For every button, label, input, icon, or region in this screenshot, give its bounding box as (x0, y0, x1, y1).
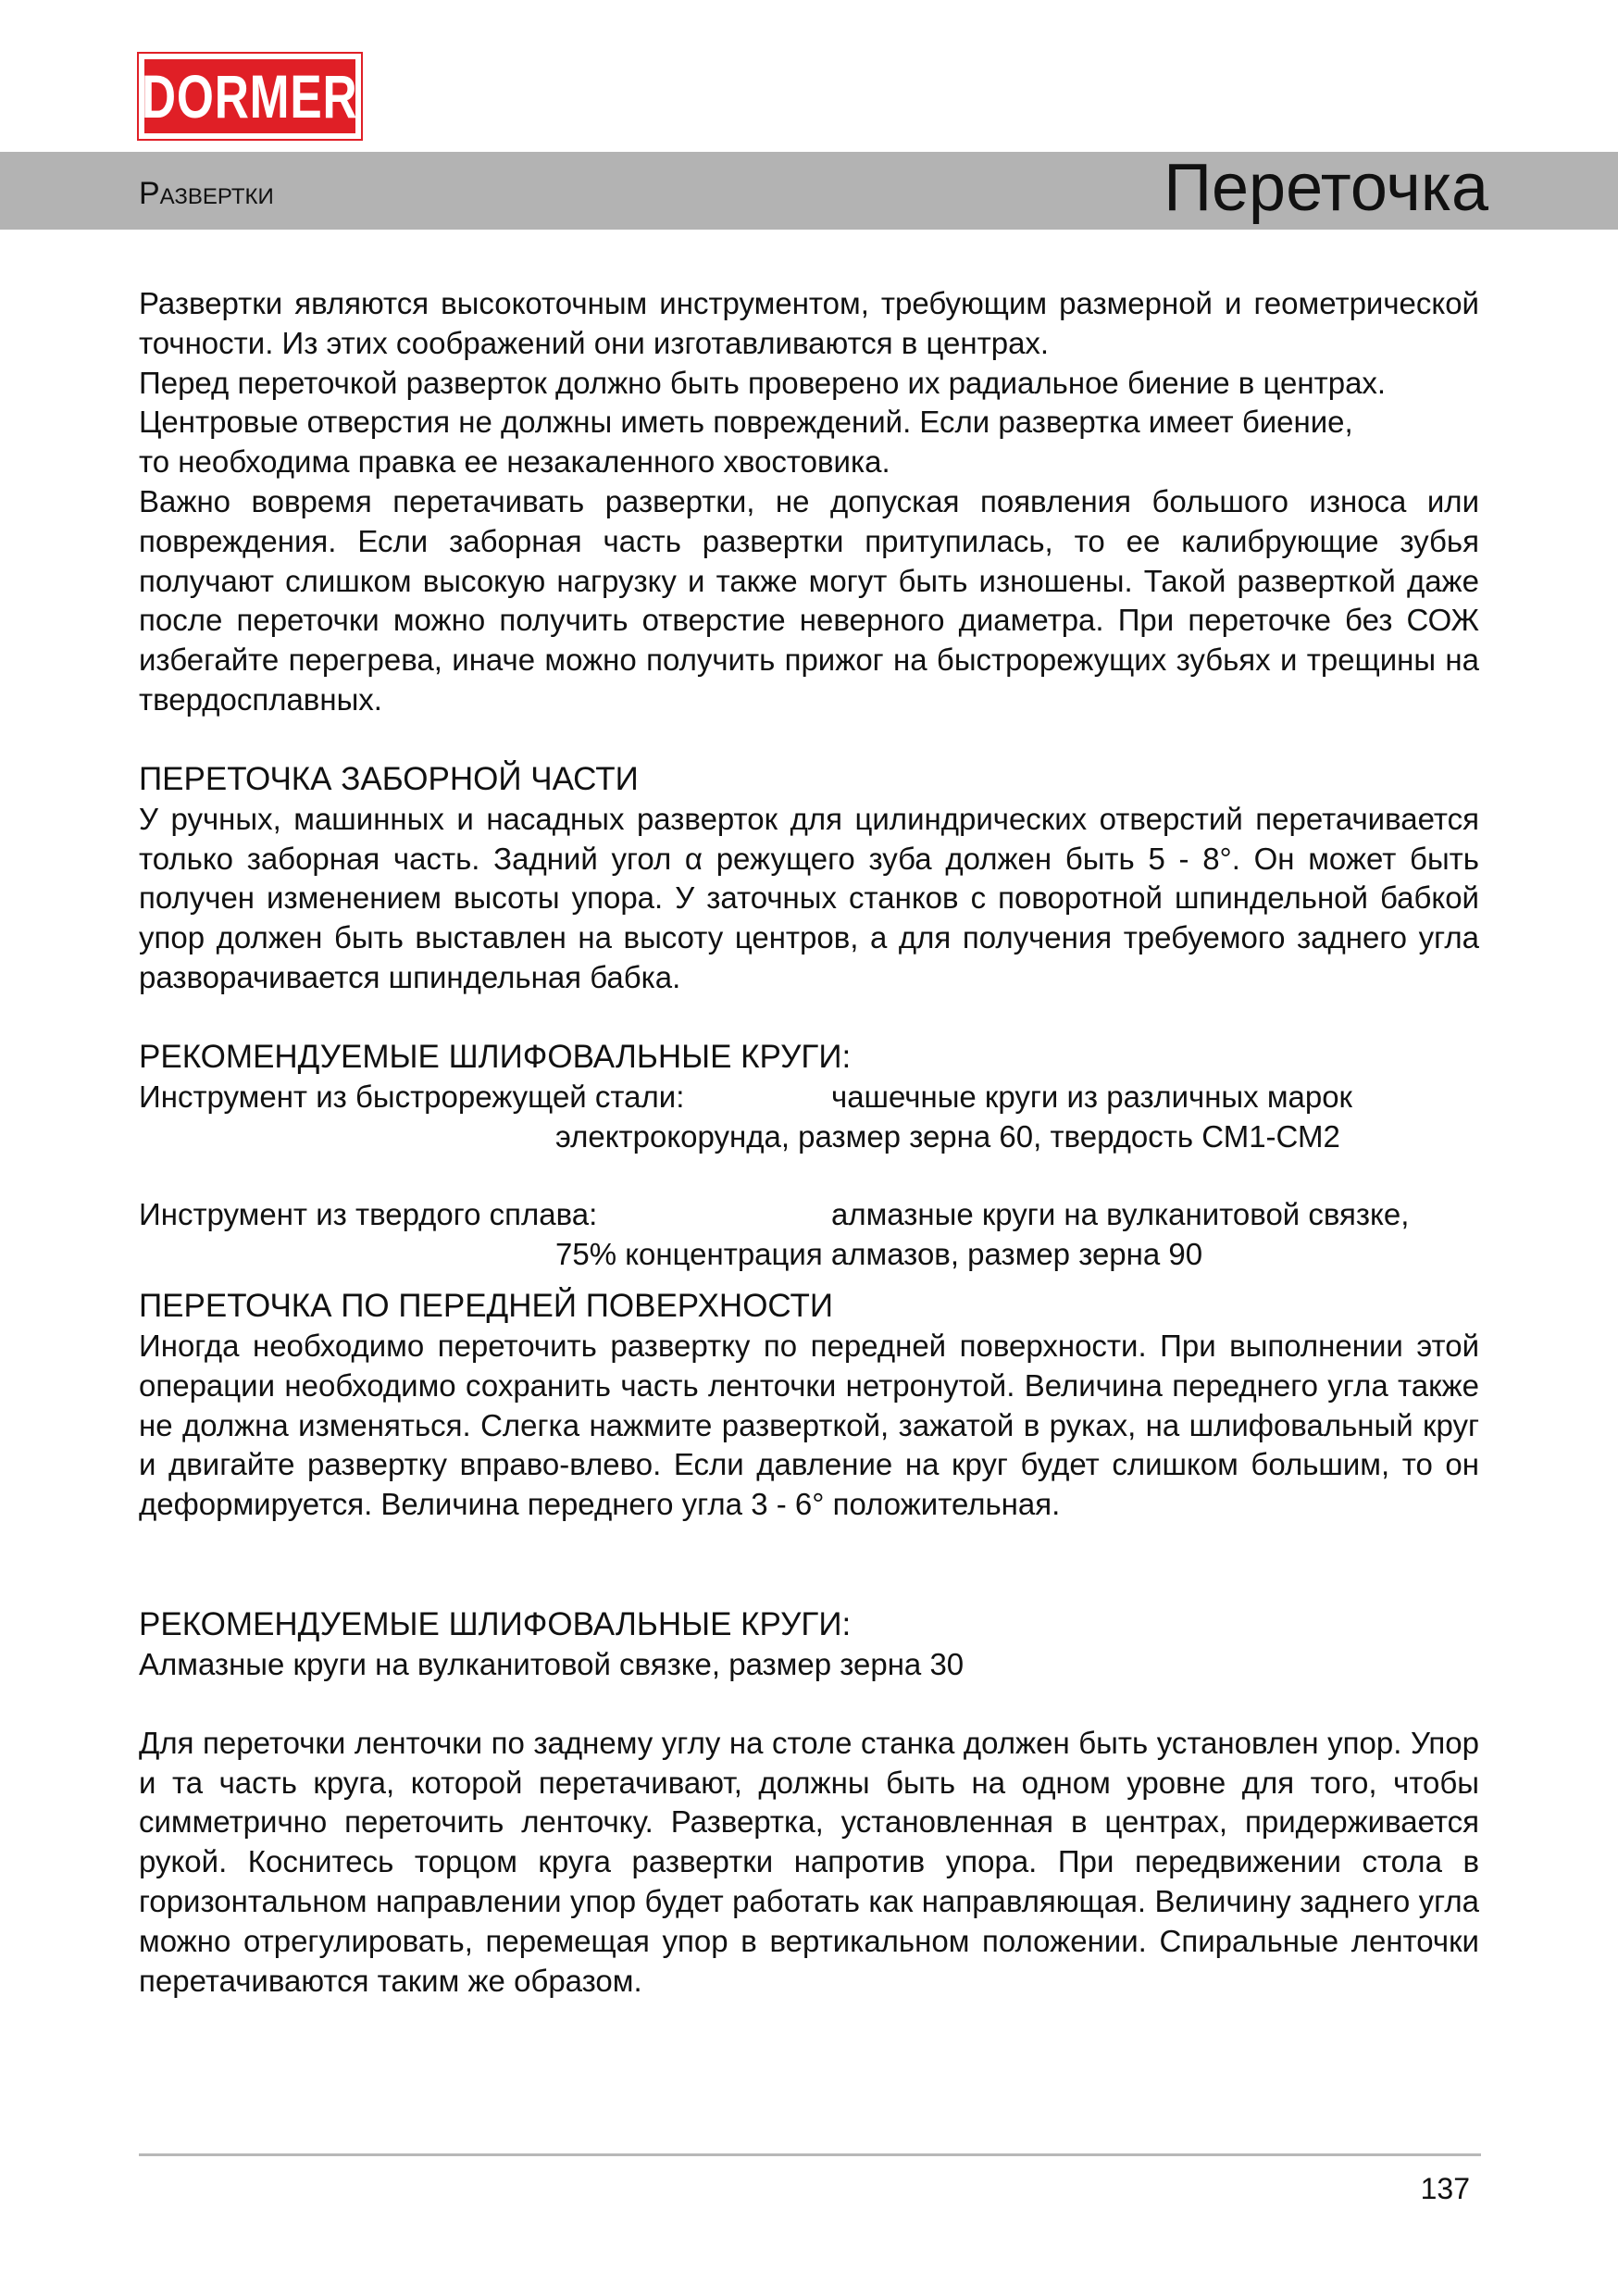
hss-wheel-row (139, 1078, 1479, 1117)
hss-label: Инструмент из быстрорежущей стали: (139, 1079, 685, 1114)
intro-paragraph-2: Перед переточкой разверток должно быть проверено их радиальное биение в центрах. (139, 365, 1387, 400)
section-heading-primary-relief: ПЕРЕТОЧКА ЗАБОРНОЙ ЧАСТИ (139, 760, 639, 797)
intro-paragraph-4: то необходима правка ее незакаленного хвостовика. (139, 444, 890, 480)
hss-wheel-line-1: чашечные круги из различных марок (831, 1079, 1352, 1114)
carbide-wheel-row-continued (139, 1235, 1479, 1275)
carbide-label: Инструмент из твердого сплава: (139, 1197, 598, 1232)
logo-text: DORMER (142, 62, 358, 131)
intro-paragraph-5: Важно вовремя перетачивать развертки, не допуская появления большого износа или повреждения. Если заборная часть развертки притупилась, то ее калибрующие зубья получают слишком высокую нагрузку и также могут быть изношены. Такой разверткой даже после переточки можно получить отверстие неверного диаметра. При переточке без СОЖ избегайте перегрева, иначе можно получить прижог на быстрорежущих зубьях и трещины на твердосплавных. (139, 483, 1479, 717)
main-content (139, 284, 1479, 2001)
carbide-wheel-line-1: алмазные круги на вулканитовой связке, (831, 1197, 1410, 1232)
hss-wheel-row-continued (139, 1117, 1479, 1157)
section-heading-recommended-wheels: РЕКОМЕНДУЕМЫЕ ШЛИФОВАЛЬНЫЕ КРУГИ: (139, 1038, 852, 1075)
hss-wheel-line-2: электрокорунда, размер зерна 60, твердость СМ1-СМ2 (555, 1118, 1340, 1154)
section-heading-face-grinding: ПЕРЕТОЧКА ПО ПЕРЕДНЕЙ ПОВЕРХНОСТИ (139, 1287, 834, 1324)
diamond-wheel-text: Алмазные круги на вулканитовой связке, размер зерна 30 (139, 1646, 965, 1681)
intro-paragraph-3: Центровые отверстия не должны иметь повреждений. Если развертка имеет биение, (139, 405, 1353, 440)
intro-paragraph-1: Развертки являются высокоточным инструментом, требующим размерной и геометрической точности. Из этих соображений они изготавливаются в центрах. (139, 286, 1479, 360)
page-number: 137 (1420, 2172, 1470, 2205)
section-paragraph-primary-relief: У ручных, машинных и насадных разверток для цилиндрических отверстий перетачивается только заборная часть. Задний угол α режущего зуба должен быть 5 - 8°. Он может быть получен изменением высоты упора. У заточных станков с поворотной шпиндельной бабкой упор должен быть выставлен на высоту центров, а для получения требуемого заднего угла разворачивается шпиндельная бабка. (139, 801, 1479, 994)
footer-divider (139, 2153, 1481, 2156)
dormer-logo (139, 54, 361, 139)
section-heading-recommended-wheels-2: РЕКОМЕНДУЕМЫЕ ШЛИФОВАЛЬНЫЕ КРУГИ: (139, 1605, 852, 1642)
carbide-wheel-row (139, 1195, 1479, 1235)
carbide-wheel-line-2: 75% концентрация алмазов, размер зерна 90 (555, 1237, 1203, 1272)
section-paragraph-face-grinding: Иногда необходимо переточить развертку по передней поверхности. При выполнении этой операции необходимо сохранить часть ленточки нетронутой. Величина переднего угла также не должна изменяться. Слегка нажмите разверткой, зажатой в руках, на шлифовальный круг и двигайте развертку вправо-влево. Если давление на круг будет слишком большим, то он деформируется. Величина переднего угла 3 - 6° положительная. (139, 1328, 1479, 1522)
section-paragraph-land-grinding: Для переточки ленточки по заднему углу на столе станка должен быть установлен упор. Упор и та часть круга, которой перетачивают, должны быть на одном уровне для того, чтобы симметрично переточить ленточку. Развертка, установленная в центрах, придерживается рукой. Коснитесь торцом круга развертки напротив упора. При передвижении стола в горизонтальном направлении упор будет работать как направляющая. Величину заднего угла можно отрегулировать, перемещая упор в вертикальном положении. Спиральные ленточки перетачиваются таким же образом. (139, 1725, 1479, 1998)
page-title: Переточка (1164, 151, 1488, 225)
section-label: Развертки (139, 176, 274, 211)
